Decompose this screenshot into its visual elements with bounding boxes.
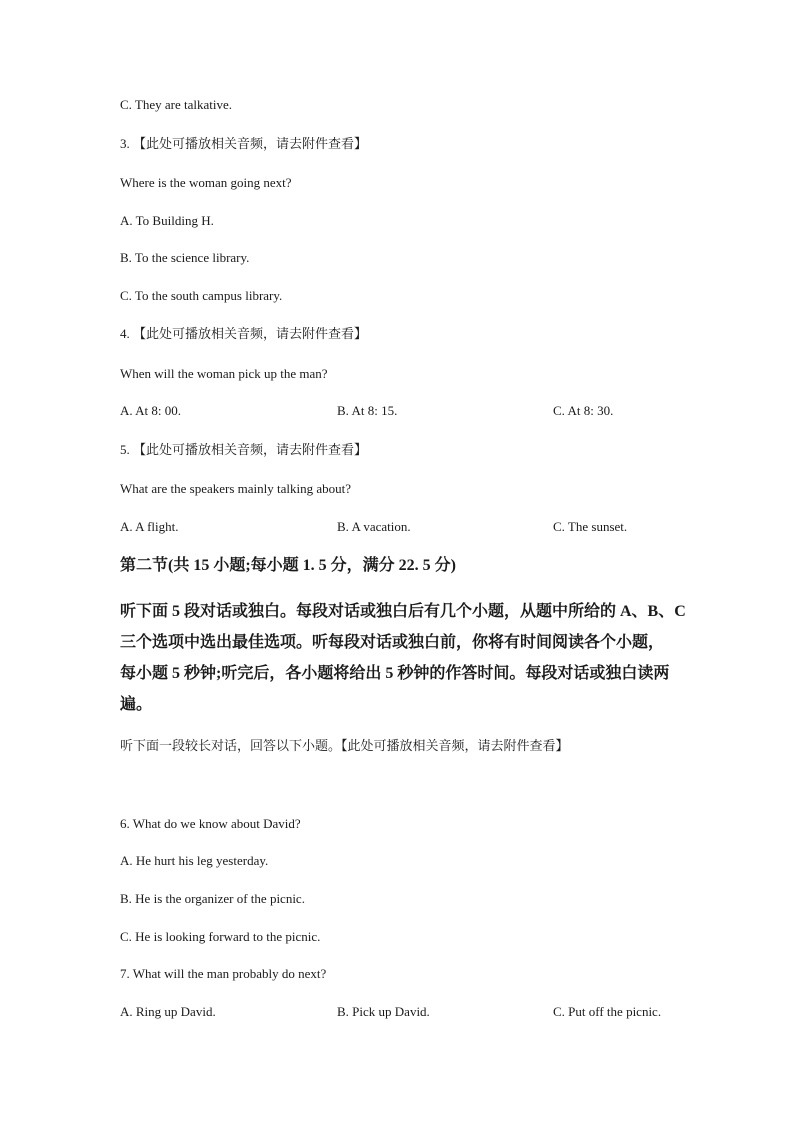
- instruction-line: 每小题 5 秒钟;听完后，各小题将给出 5 秒钟的作答时间。每段对话或独白读两: [120, 665, 670, 682]
- q5-options-row: [0, 519, 794, 535]
- q3-question: Where is the woman going next?: [120, 175, 292, 190]
- q7-option-c: C. Put off the picnic.: [553, 1004, 662, 1019]
- q6-question: 6. What do we know about David?: [120, 816, 301, 831]
- section-instructions: [120, 596, 690, 720]
- q7-option-a: A. Ring up David.: [120, 1004, 216, 1019]
- q6-option-b: B. He is the organizer of the picnic.: [120, 891, 305, 906]
- dialogue-intro: 听下面一段较长对话，回答以下小题。【此处可播放相关音频，请去附件查看】: [120, 739, 569, 754]
- q3-option-b: B. To the science library.: [120, 250, 250, 265]
- q3-audio-prompt: 3. 【此处可播放相关音频，请去附件查看】: [120, 136, 368, 151]
- q7-question: 7. What will the man probably do next?: [120, 966, 327, 981]
- q5-option-b: B. A vacation.: [337, 519, 411, 534]
- q4-options-row: [0, 403, 794, 419]
- q6-option-a: A. He hurt his leg yesterday.: [120, 853, 269, 868]
- q5-option-a: A. A flight.: [120, 519, 179, 534]
- q5-audio-prompt: 5. 【此处可播放相关音频，请去附件查看】: [120, 442, 368, 457]
- q7-options-row: [0, 1004, 794, 1020]
- q4-option-c: C. At 8: 30.: [553, 403, 614, 418]
- instruction-line: 遍。: [120, 696, 153, 713]
- q4-question: When will the woman pick up the man?: [120, 366, 328, 381]
- q3-option-c: C. To the south campus library.: [120, 288, 283, 303]
- q4-audio-prompt: 4. 【此处可播放相关音频，请去附件查看】: [120, 326, 368, 341]
- q5-question: What are the speakers mainly talking about?: [120, 481, 352, 496]
- q6-option-c: C. He is looking forward to the picnic.: [120, 929, 321, 944]
- q5-option-c: C. The sunset.: [553, 519, 628, 534]
- instruction-line: 三个选项中选出最佳选项。听每段对话或独白前，你将有时间阅读各个小题，: [120, 634, 665, 651]
- q4-option-a: A. At 8: 00.: [120, 403, 182, 418]
- instruction-line: 听下面 5 段对话或独白。每段对话或独白后有几个小题，从题中所给的 A、B、C: [120, 603, 686, 620]
- section-title: 第二节(共 15 小题;每小题 1. 5 分，满分 22. 5 分): [120, 557, 456, 574]
- q3-option-a: A. To Building H.: [120, 213, 214, 228]
- q4-option-b: B. At 8: 15.: [337, 403, 398, 418]
- q2-option-c: C. They are talkative.: [120, 97, 233, 112]
- q7-option-b: B. Pick up David.: [337, 1004, 430, 1019]
